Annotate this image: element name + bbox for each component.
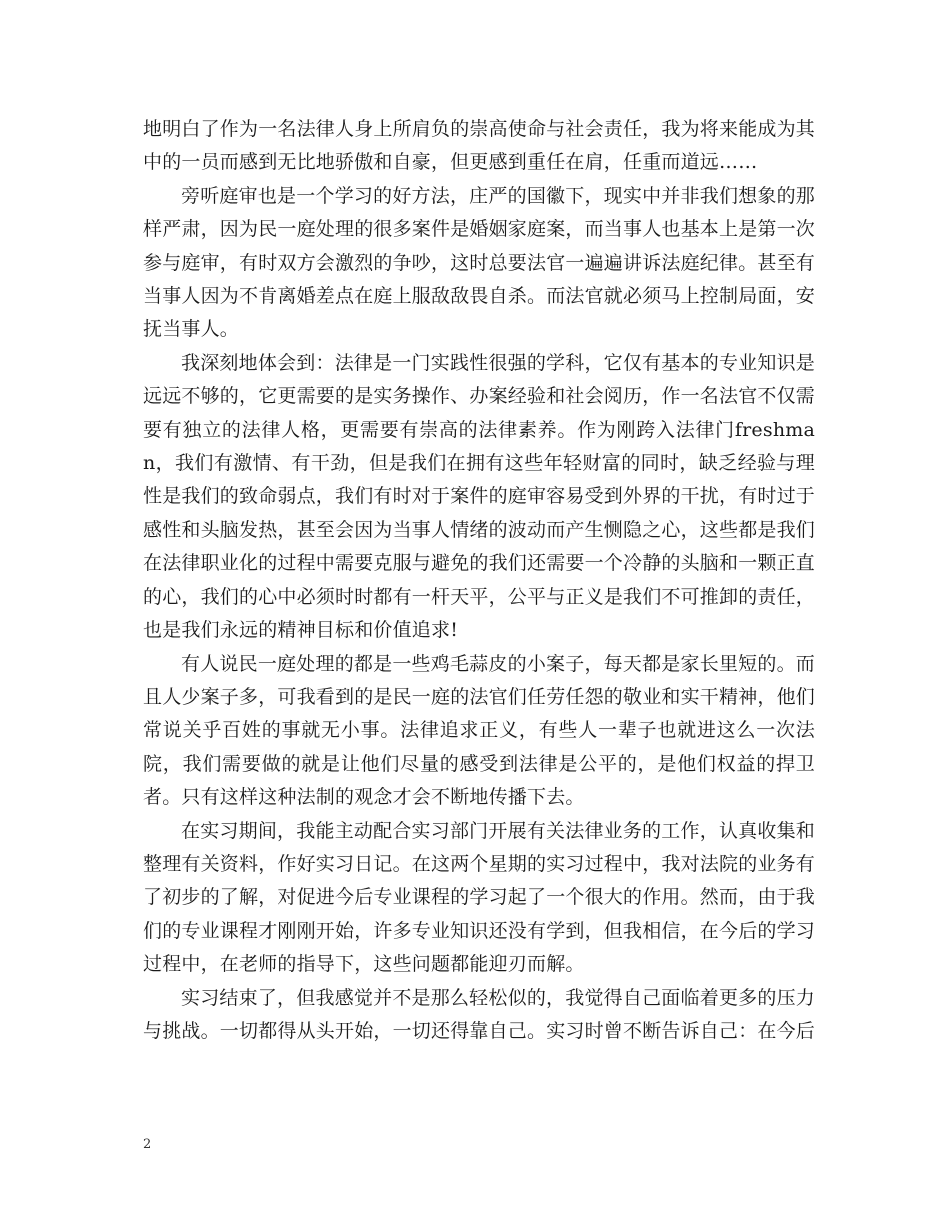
document-body (143, 113, 815, 1048)
paragraph-continued: 地明白了作为一名法律人身上所肩负的崇高使命与社会责任，我为将来能成为其中的一员而感到无比地骄傲和自豪，但更感到重任在肩，任重而道远…… (143, 118, 816, 174)
paragraph-civil-court: 有人说民一庭处理的都是一些鸡毛蒜皮的小案子，每天都是家长里短的。而且人少案子多，可我看到的是民一庭的法官们任劳任怨的敬业和实干精神，他们常说关乎百姓的事就无小事。法律追求正义，有些人一辈子也就进这么一次法院，我们需要做的就是让他们尽量的感受到法律是公平的，是他们权益的捍卫者。只有这样这种法制的观念才会不断地传播下去。 (143, 652, 816, 809)
page-number: 2 (143, 1137, 152, 1152)
paragraph-internship-work: 在实习期间，我能主动配合实习部门开展有关法律业务的工作，认真收集和整理有关资料，作好实习日记。在这两个星期的实习过程中，我对法院的业务有了初步的了解，对促进今后专业课程的学习起了一个很大的作用。然而，由于我们的专业课程才刚刚开始，许多专业知识还没有学到，但我相信，在今后的学习过程中，在老师的指导下，这些问题都能迎刃而解。 (143, 819, 816, 976)
paragraph-court-hearing: 旁听庭审也是一个学习的好方法，庄严的国徽下，现实中并非我们想象的那样严肃，因为民一庭处理的很多案件是婚姻家庭案，而当事人也基本上是第一次参与庭审，有时双方会激烈的争吵，这时总要法官一遍遍讲诉法庭纪律。甚至有当事人因为不肯离婚差点在庭上服敌敌畏自杀。而法官就必须马上控制局面，安抚当事人。 (143, 184, 816, 341)
paragraph-reflection: 我深刻地体会到：法律是一门实践性很强的学科，它仅有基本的专业知识是远远不够的，它更需要的是实务操作、办案经验和社会阅历，作一名法官不仅需要有独立的法律人格，更需要有崇高的法律素养。作为刚跨入法律门freshman，我们有激情、有干劲，但是我们在拥有这些年轻财富的同时，缺乏经验与理性是我们的致命弱点，我们有时对于案件的庭审容易受到外界的干扰，有时过于感性和头脑发热，甚至会因为当事人情绪的波动而产生恻隐之心，这些都是我们在法律职业化的过程中需要克服与避免的我们还需要一个冷静的头脑和一颗正直的心，我们的心中必须时时都有一杆天平，公平与正义是我们不可推卸的责任，也是我们永远的精神目标和价值追求! (143, 351, 816, 642)
paragraph-conclusion: 实习结束了，但我感觉并不是那么轻松似的，我觉得自己面临着更多的压力与挑战。一切都得从头开始，一切还得靠自己。实习时曾不断告诉自己：在今后 (143, 986, 816, 1042)
